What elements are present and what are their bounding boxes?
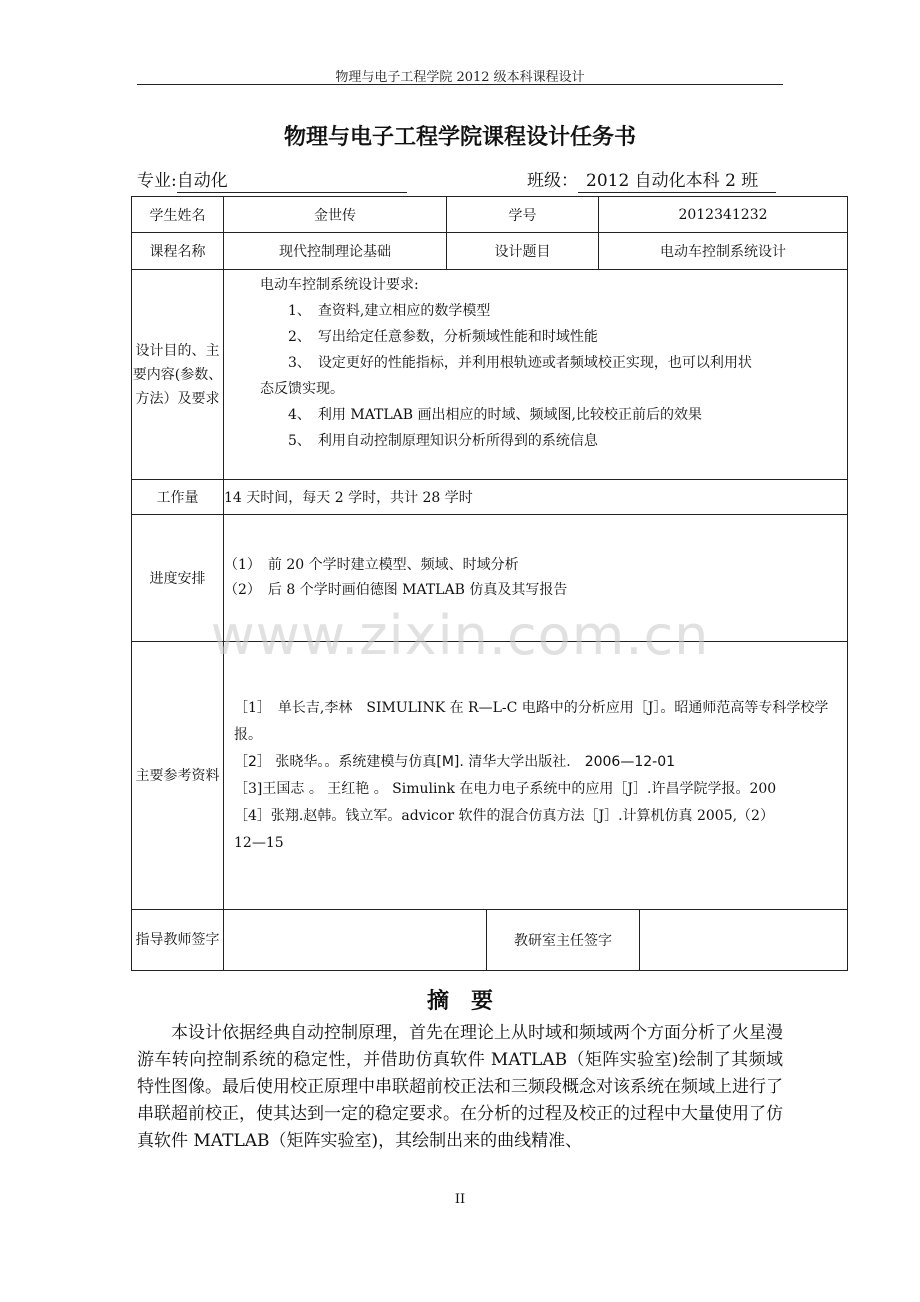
- class-field: [527, 166, 776, 193]
- advisor-signature-field: [224, 910, 487, 971]
- refs-cell: [224, 642, 848, 910]
- table-row: [132, 270, 848, 480]
- requirements-cell: [224, 270, 848, 480]
- requirement-item: 2、 写出给定任意参数，分析频域性能和时域性能: [288, 329, 598, 345]
- dept-head-signature-cell: [487, 910, 848, 971]
- student-id-label: 学号: [447, 197, 599, 233]
- abstract-title: 摘 要: [426, 989, 493, 1014]
- table-row: [132, 480, 848, 515]
- student-name-label: 学生姓名: [132, 197, 224, 233]
- workload-label: 工作量: [132, 480, 224, 515]
- requirement-item: 5、 利用自动控制原理知识分析所得到的系统信息: [288, 433, 598, 449]
- reference-item: ［3]王国志 。 王红艳 。 Simulink 在电力电子系统中的应用［J］.许昌学院学报。200: [234, 780, 777, 797]
- table-row: [132, 197, 848, 233]
- schedule-item: （1） 前 20 个学时建立模型、频域、时域分析: [224, 557, 519, 573]
- table-row: [132, 233, 848, 270]
- header-rule: [137, 84, 783, 85]
- requirement-item-continued: 态反馈实现。: [260, 381, 344, 397]
- dept-head-signature-field: [640, 910, 847, 970]
- abstract-body: [137, 1020, 783, 1155]
- requirement-item: 4、 利用 MATLAB 画出相应的时域、频域图,比较校正前后的效果: [288, 407, 702, 423]
- major-label: 专业:: [137, 171, 177, 191]
- requirement-item: 1、 查资料,建立相应的数学模型: [288, 303, 491, 319]
- task-table: [131, 196, 848, 971]
- student-id-value: 2012341232: [599, 197, 848, 233]
- course-value: 现代控制理论基础: [224, 233, 447, 270]
- requirement-item: 3、 设定更好的性能指标，并利用根轨迹或者频域校正实现，也可以利用状: [288, 355, 752, 371]
- refs-label: 主要参考资料: [132, 642, 224, 910]
- topic-value: 电动车控制系统设计: [599, 233, 848, 270]
- page-number: II: [454, 1192, 466, 1207]
- table-row: [132, 642, 848, 910]
- purpose-label: 设计目的、主要内容(参数、方法）及要求: [132, 270, 224, 480]
- schedule-label: 进度安排: [132, 515, 224, 642]
- course-label: 课程名称: [132, 233, 224, 270]
- reference-item: ［2］ 张晓华。。系统建模与仿真[M]. 清华大学出版社. 2006—12-01: [234, 753, 676, 770]
- reference-item: ［1］ 单长吉,李林 SIMULINK 在 R—L-C 电路中的分析应用［J］。昭通师范高等专科学校学报。: [234, 699, 829, 743]
- class-label: 班级：: [527, 171, 578, 191]
- student-name-value: 金世传: [224, 197, 447, 233]
- major-field: [137, 166, 407, 193]
- document-title: 物理与电子工程学院课程设计任务书: [283, 125, 636, 150]
- class-value: 2012 自动化本科 2 班: [578, 166, 776, 193]
- page-header: 物理与电子工程学院 2012 级本科课程设计: [335, 70, 585, 85]
- abstract-text: 本设计依据经典自动控制原理，首先在理论上从时域和频域两个方面分析了火星漫游车转向控制系统的稳定性，并借助仿真软件 MATLAB（矩阵实验室)绘制了其频域特性图像。最后使用校正原理中串联超前校正法和三频段概念对该系统在频域上进行了串联超前校正，使其达到一定的稳定要求。在分析的过程及校正的过程中大量使用了仿真软件 MATLAB（矩阵实验室)，其绘制出来的曲线精准、: [137, 1023, 783, 1151]
- dept-head-signature-label: 教研室主任签字: [487, 910, 640, 970]
- reference-item: 12—15: [234, 834, 284, 851]
- reference-item: ［4］张翔.赵韩。钱立军。advicor 软件的混合仿真方法［J］.计算机仿真 2005,（2）: [234, 807, 774, 824]
- table-row: [132, 910, 848, 971]
- schedule-item: （2） 后 8 个学时画伯德图 MATLAB 仿真及其写报告: [224, 582, 568, 598]
- watermark: www.zixin.com.cn: [210, 604, 710, 667]
- major-value: 自动化: [177, 166, 407, 193]
- topic-label: 设计题目: [447, 233, 599, 270]
- workload-value: 14 天时间，每天 2 学时，共计 28 学时: [224, 480, 848, 515]
- advisor-signature-label: 指导教师签字: [132, 910, 224, 971]
- requirements-heading: 电动车控制系统设计要求:: [260, 277, 419, 293]
